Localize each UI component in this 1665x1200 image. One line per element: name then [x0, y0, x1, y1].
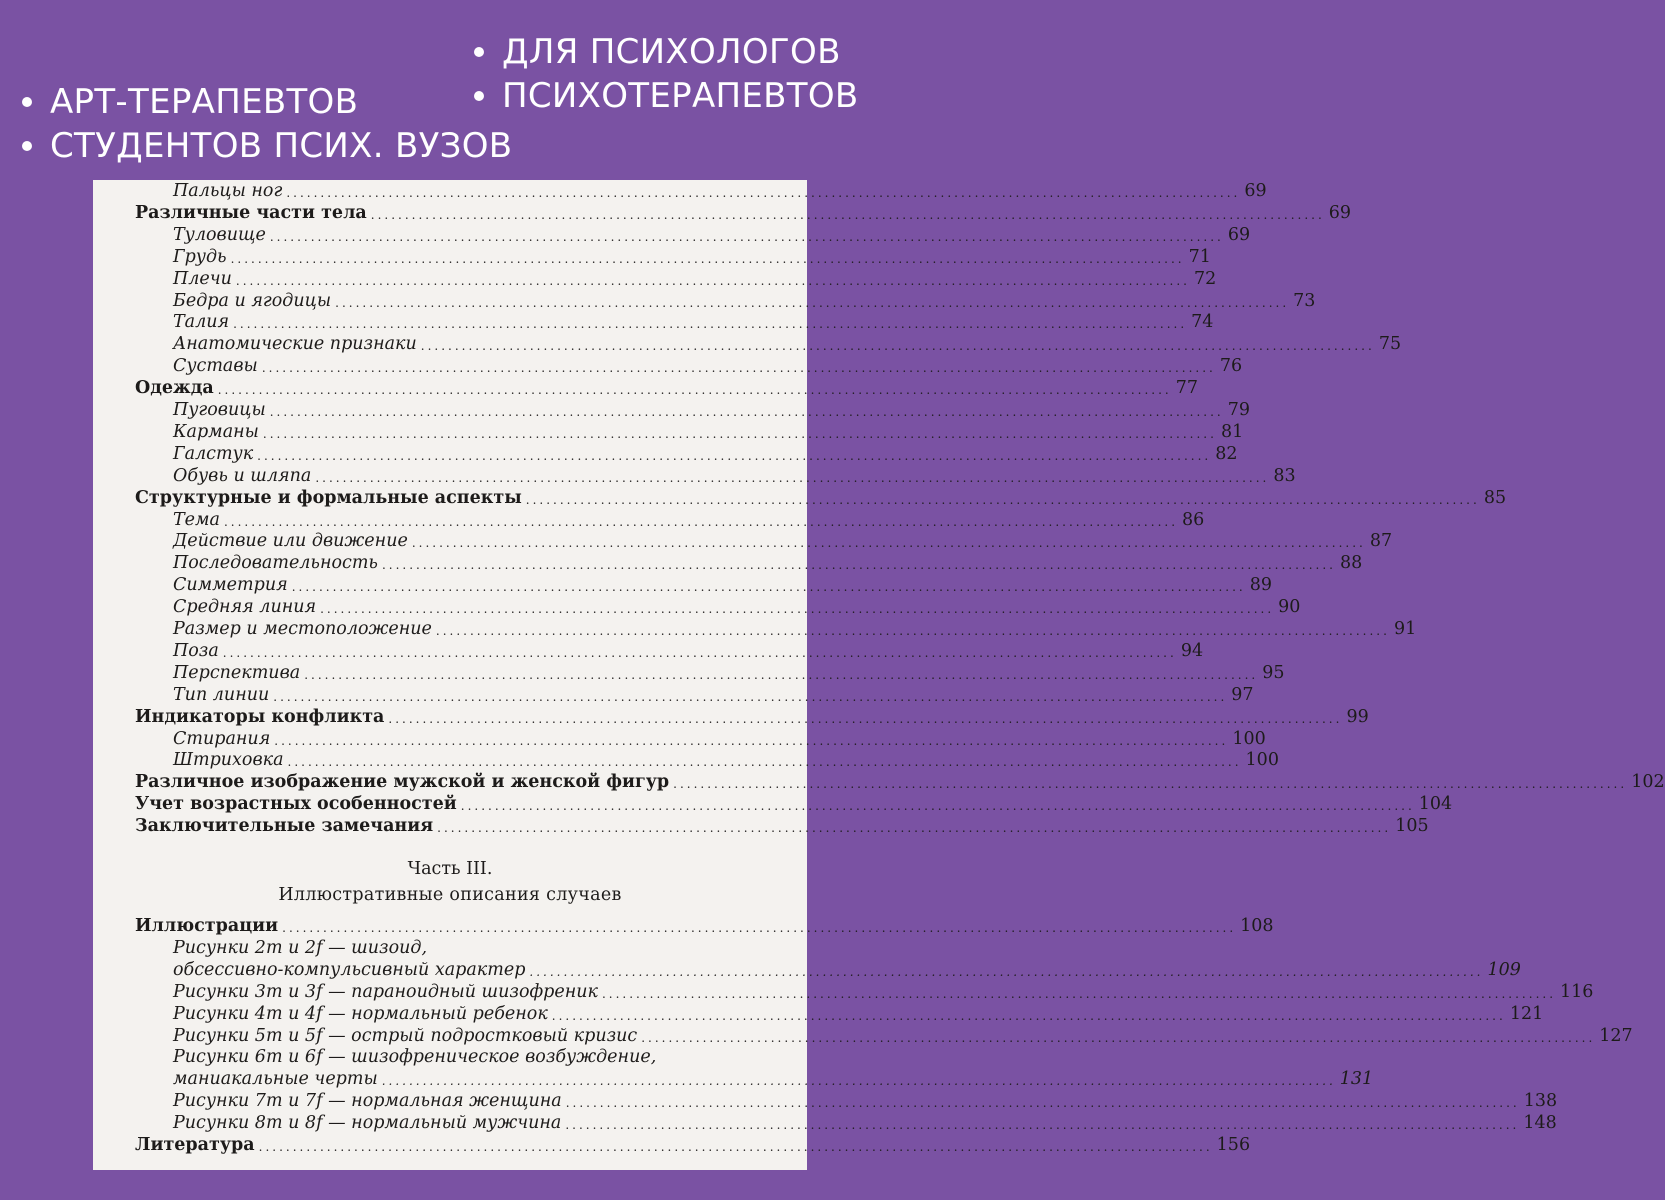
toc-entry-title: Тип линии: [173, 684, 270, 705]
toc-entry: [135, 1068, 1374, 1090]
toc-entry: [135, 640, 1204, 662]
toc-page-number: 83: [1273, 465, 1296, 486]
toc-entry: [135, 399, 1251, 421]
toc-entry-title: Рисунки 2т и 2f — шизоид,: [173, 937, 428, 958]
toc-entry-title: Индикаторы конфликта: [135, 706, 385, 727]
toc-entry-title: Перспектива: [173, 662, 301, 683]
toc-leader-dots: ............................................................................................................................................: [223, 514, 1179, 529]
toc-leader-dots: ............................................................................................................................................: [460, 799, 1415, 814]
toc-page-number: 90: [1278, 597, 1301, 618]
toc-entry: [135, 224, 1251, 246]
toc-entry: [135, 1112, 1557, 1134]
toc-leader-dots: ............................................................................................................................................: [282, 921, 1237, 935]
bullet-dot-icon: [474, 47, 484, 57]
toc-page-number: 127: [1599, 1025, 1633, 1046]
toc-leader-dots: ............................................................................................................................................: [217, 383, 1172, 398]
toc-page-number: 87: [1369, 531, 1393, 552]
toc-entry-title: Тема: [173, 509, 220, 530]
toc-entry: [135, 1046, 764, 1068]
toc-entry: [135, 1003, 1544, 1025]
toc-entry: [135, 815, 1429, 837]
toc-leader-dots: ............................................................................................................................................: [437, 821, 1392, 836]
toc-page-number: 74: [1191, 312, 1214, 333]
toc-leader-dots: ............................................................................................................................................: [565, 1096, 1520, 1111]
toc-page-number: 75: [1378, 334, 1402, 355]
toc-entry: [135, 728, 1266, 750]
toc-entry: [135, 355, 1243, 377]
toc-entry: [135, 552, 1363, 574]
toc-entry-title: Рисунки 3т и 3f — параноидный шизофреник: [173, 981, 598, 1002]
toc-page-number: 104: [1418, 794, 1453, 815]
toc-page-number: 91: [1393, 619, 1417, 639]
toc-entry-title: Пуговицы: [173, 400, 266, 420]
audience-label: СТУДЕНТОВ ПСИХ. ВУЗОВ: [50, 126, 513, 166]
toc-page-number: 138: [1523, 1091, 1558, 1112]
toc-entry-title: Анатомические признаки: [173, 334, 417, 355]
bullet-dot-icon: [22, 97, 32, 107]
toc-page-number: 81: [1220, 421, 1244, 442]
toc-entry: [135, 662, 1285, 684]
audience-item: [22, 80, 512, 124]
toc-leader-dots: ............................................................................................................................................: [269, 405, 1224, 419]
toc-entry: [135, 268, 1217, 290]
toc-entry-title: Размер и местоположение: [173, 619, 432, 639]
toc-entry-title: Бедра и ягодицы: [173, 290, 332, 311]
toc-entry: [135, 509, 1205, 531]
toc-page-number: 88: [1339, 553, 1363, 574]
toc-entry-title: Структурные и формальные аспекты: [135, 487, 522, 508]
toc-page-number: 77: [1175, 378, 1199, 399]
toc-page-number: 97: [1231, 684, 1254, 705]
toc-entry-title: Одежда: [135, 378, 214, 399]
toc-page-number: 156: [1216, 1135, 1251, 1155]
toc-leader-dots: ............................................................................................................................................: [269, 229, 1224, 244]
toc-entry-title: Рисунки 7т и 7f — нормальная женщина: [173, 1091, 562, 1112]
toc-entry-title: Галстук: [173, 443, 254, 464]
toc-page-number: 73: [1293, 290, 1316, 311]
toc-entry: [135, 618, 1417, 640]
toc-entry-title: Суставы: [173, 356, 258, 377]
toc-entry-title: Штриховка: [173, 750, 284, 771]
toc-entry: [135, 596, 1301, 618]
audience-label: ПСИХОТЕРАПЕВТОВ: [502, 76, 859, 116]
audience-list-right: [474, 30, 859, 118]
toc-entry-title: Действие или движение: [173, 531, 408, 552]
toc-leader-dots: ............................................................................................................................................: [274, 733, 1229, 748]
toc-page-number: 85: [1483, 487, 1507, 508]
audience-item: [474, 74, 859, 118]
toc-leader-dots: ............................................................................................................................................: [235, 273, 1190, 288]
toc-entry: [135, 443, 1238, 465]
toc-leader-dots: ............................................................................................................................................: [233, 317, 1188, 332]
toc-leader-dots: ............................................................................................................................................: [381, 558, 1336, 573]
audience-item: [474, 30, 859, 74]
toc-leader-dots: ............................................................................................................................................: [262, 426, 1217, 441]
toc-entry: [135, 202, 1352, 224]
toc-entry: [135, 180, 1267, 202]
toc-leader-dots: ............................................................................................................................................: [261, 361, 1216, 376]
part-title: Иллюстративные описания случаев: [278, 885, 622, 905]
toc-entry: [135, 1090, 1558, 1112]
toc-entry-title: Рисунки 4т и 4f — нормальный ребенок: [173, 1003, 548, 1024]
toc-leader-dots: ............................................................................................................................................: [315, 470, 1270, 485]
toc-entry: [135, 937, 764, 959]
toc-entry: [135, 771, 1665, 793]
toc-entry-title: Симметрия: [173, 575, 288, 596]
toc-page-number: 131: [1339, 1069, 1374, 1090]
toc-leader-dots: ............................................................................................................................................: [388, 711, 1343, 726]
toc-leader-dots: ............................................................................................................................................: [565, 1118, 1520, 1133]
toc-page-number: 100: [1232, 728, 1266, 749]
toc-entry-title: Учет возрастных особенностей: [135, 794, 457, 815]
toc-entry-title: Туловище: [173, 224, 266, 245]
toc-leader-dots: ............................................................................................................................................: [286, 186, 1241, 200]
toc-entry: [135, 311, 1214, 333]
toc-page-number: 89: [1249, 575, 1273, 596]
toc-entry: [135, 1025, 1633, 1047]
toc-page-number: 109: [1487, 959, 1521, 980]
toc-entry-title: Рисунки 6т и 6f — шизофреническое возбуждение,: [173, 1047, 657, 1068]
toc-entry-title: Поза: [173, 640, 219, 661]
toc-entry: [135, 487, 1507, 509]
toc-entry: [135, 246, 1211, 268]
audience-label: АРТ-ТЕРАПЕВТОВ: [50, 82, 359, 122]
toc-entry: [135, 684, 1254, 706]
toc-page-number: 82: [1215, 443, 1238, 464]
toc-page-number: 148: [1523, 1113, 1557, 1134]
toc-entry: [135, 333, 1402, 355]
toc-entry-title: обсессивно-компульсивный характер: [173, 959, 526, 980]
toc-leader-dots: ............................................................................................................................................: [273, 689, 1228, 704]
toc-leader-dots: ............................................................................................................................................: [257, 448, 1212, 463]
toc-entry: [135, 290, 1316, 312]
toc-entry-title: Грудь: [173, 246, 227, 267]
toc-entry: [135, 377, 1199, 399]
book-page-toc: [93, 180, 1665, 1170]
toc-leader-dots: ............................................................................................................................................: [435, 624, 1390, 638]
toc-leader-dots: ............................................................................................................................................: [304, 667, 1259, 682]
toc-entry-title: Рисунки 5т и 5f — острый подростковый кризис: [173, 1025, 638, 1046]
toc-page-number: 69: [1328, 202, 1352, 223]
toc-page-number: 94: [1180, 640, 1204, 661]
toc-page-number: 72: [1193, 268, 1217, 289]
toc-leader-dots: ............................................................................................................................................: [641, 1030, 1596, 1045]
toc-leader-dots: ............................................................................................................................................: [335, 295, 1290, 310]
toc-entry: [135, 1134, 1251, 1156]
toc-page-number: 102: [1631, 772, 1665, 793]
toc-entry: [135, 706, 1369, 728]
toc-entry: [135, 749, 1279, 771]
audience-list-left: [22, 80, 512, 168]
toc-entry: [135, 915, 1274, 937]
toc-leader-dots: ............................................................................................................................................: [551, 1008, 1506, 1023]
toc-page-number: 95: [1262, 662, 1285, 683]
toc-leader-dots: ............................................................................................................................................: [381, 1074, 1336, 1089]
toc-page-number: 121: [1509, 1003, 1544, 1024]
toc-leader-dots: ............................................................................................................................................: [420, 339, 1375, 354]
toc-entry-title: Пальцы ног: [173, 181, 283, 201]
bullet-dot-icon: [22, 141, 32, 151]
toc-entry: [135, 530, 1393, 552]
toc-leader-dots: ............................................................................................................................................: [291, 580, 1246, 595]
toc-leader-dots: ............................................................................................................................................: [287, 755, 1242, 770]
toc-leader-dots: ............................................................................................................................................: [601, 986, 1557, 1001]
toc-page-number: 99: [1346, 706, 1369, 727]
toc-leader-dots: ............................................................................................................................................: [222, 645, 1177, 660]
toc-leader-dots: ............................................................................................................................................: [529, 964, 1484, 979]
toc-page-number: 108: [1240, 916, 1274, 936]
part-number: Часть III.: [407, 859, 493, 879]
toc-entry: [135, 959, 1521, 981]
toc-page-number: 76: [1219, 356, 1243, 377]
toc-entry-title: Иллюстрации: [135, 916, 279, 936]
toc-entry-title: Последовательность: [173, 553, 378, 574]
toc-leader-dots: ............................................................................................................................................: [525, 492, 1480, 507]
toc-leader-dots: ............................................................................................................................................: [258, 1140, 1213, 1154]
toc-entry-title: Различные части тела: [135, 202, 367, 223]
toc-entry-title: Средняя линия: [173, 597, 317, 618]
audience-label: ДЛЯ ПСИХОЛОГОВ: [502, 32, 841, 72]
toc-entry-title: Различное изображение мужской и женской фигур: [135, 772, 670, 793]
toc-entry-title: Обувь и шляпа: [173, 465, 312, 486]
toc-entry: [135, 574, 1273, 596]
toc-entry-title: Талия: [173, 312, 230, 333]
audience-item: [22, 124, 512, 168]
toc-leader-dots: ............................................................................................................................................: [320, 602, 1275, 617]
toc-entry: [135, 793, 1453, 815]
toc-entry-title: Заключительные замечания: [135, 816, 434, 837]
toc-entry-title: Литература: [135, 1135, 255, 1155]
toc-page-number: 71: [1188, 246, 1211, 267]
toc-entry-title: Стирания: [173, 728, 271, 749]
toc-entry-title: Рисунки 8т и 8f — нормальный мужчина: [173, 1113, 562, 1134]
toc-entry-title: маниакальные черты: [173, 1069, 378, 1090]
toc-leader-dots: ............................................................................................................................................: [230, 251, 1185, 266]
toc-page-number: 86: [1182, 509, 1205, 530]
toc-page-number: 100: [1245, 750, 1279, 771]
toc-page-number: 69: [1227, 224, 1251, 245]
toc-entry-title: Плечи: [173, 268, 232, 289]
toc-entry: [135, 465, 1296, 487]
toc-page-number: 69: [1244, 181, 1267, 201]
toc-page-number: 79: [1227, 400, 1251, 420]
toc-entry: [135, 981, 1594, 1003]
toc-leader-dots: ............................................................................................................................................: [673, 777, 1628, 792]
toc-page-number: 116: [1560, 981, 1594, 1002]
toc-leader-dots: ............................................................................................................................................: [411, 536, 1366, 551]
toc-page-number: 105: [1395, 816, 1429, 837]
toc-entry: [135, 421, 1244, 443]
toc-leader-dots: ............................................................................................................................................: [370, 207, 1325, 222]
toc-entry-title: Карманы: [173, 421, 259, 442]
